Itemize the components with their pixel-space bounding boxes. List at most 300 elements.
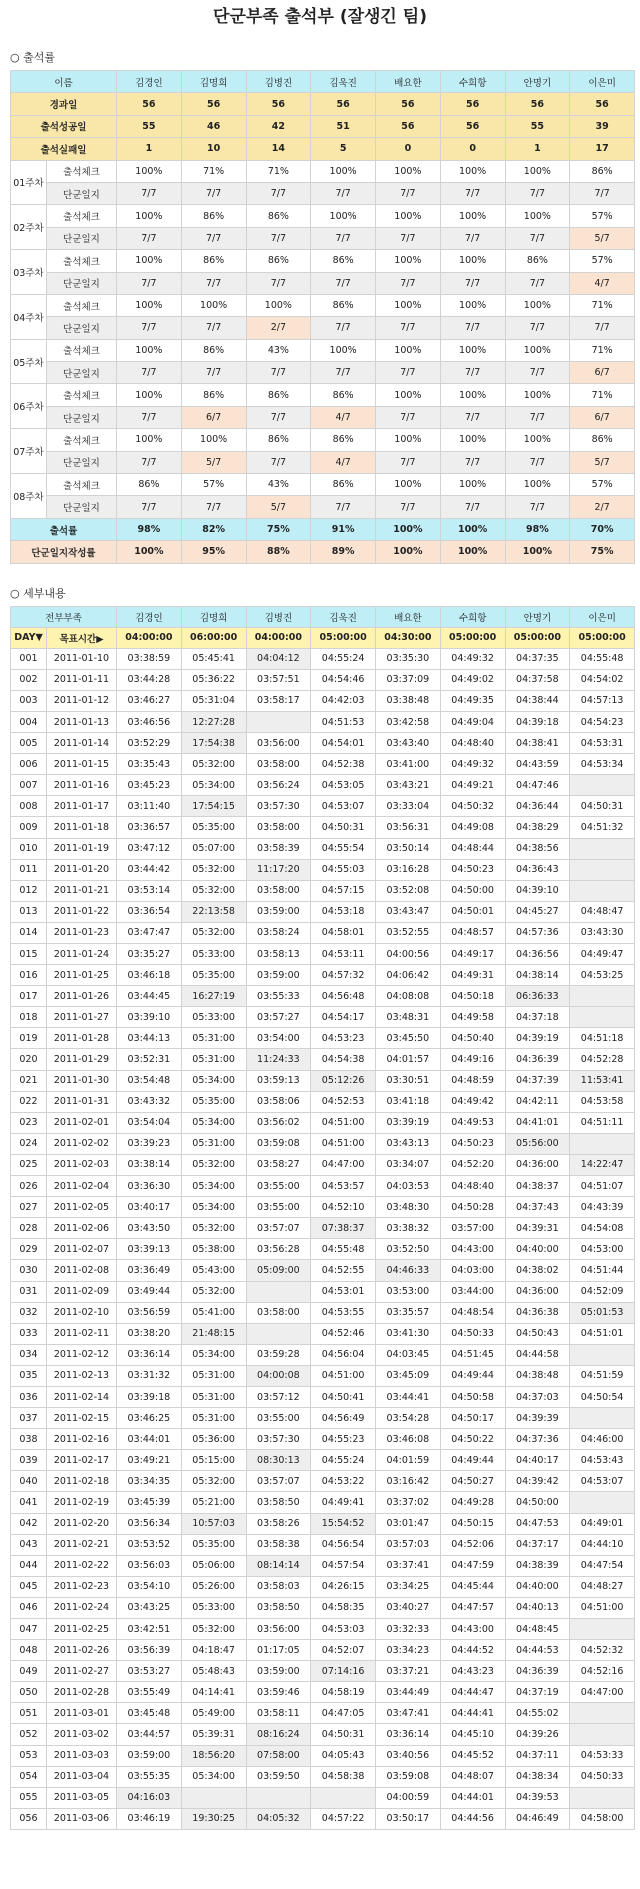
wake-time: 05:31:00 — [181, 1133, 246, 1154]
diary-value: 4/7 — [570, 272, 635, 294]
wake-time — [570, 1408, 635, 1429]
summary-row — [11, 93, 635, 115]
table-row — [11, 1239, 635, 1260]
wake-time: 04:49:04 — [440, 711, 505, 732]
wake-time: 05:39:31 — [181, 1724, 246, 1745]
wake-time: 03:59:46 — [246, 1682, 311, 1703]
week-diary-row — [11, 227, 635, 249]
week-check-row — [11, 205, 635, 227]
check-value: 100% — [117, 294, 182, 316]
wake-time: 05:12:26 — [311, 1070, 376, 1091]
table-row — [11, 1070, 635, 1091]
wake-time: 04:48:27 — [570, 1576, 635, 1597]
wake-time: 03:59:28 — [246, 1344, 311, 1365]
wake-time: 03:59:00 — [246, 1661, 311, 1682]
member-name-header: 배요한 — [376, 606, 441, 627]
wake-time: 04:05:32 — [246, 1808, 311, 1829]
wake-time: 05:43:00 — [181, 1260, 246, 1281]
check-value: 100% — [311, 160, 376, 182]
check-value: 100% — [440, 429, 505, 451]
wake-time: 03:58:00 — [246, 880, 311, 901]
day-number: 055 — [11, 1787, 47, 1808]
wake-time: 05:26:00 — [181, 1576, 246, 1597]
wake-time: 04:45:44 — [440, 1576, 505, 1597]
wake-time: 03:37:41 — [376, 1555, 441, 1576]
date: 2011-01-22 — [47, 901, 117, 922]
check-value: 86% — [246, 250, 311, 272]
wake-time: 03:59:00 — [117, 1745, 182, 1766]
wake-time: 04:52:10 — [311, 1197, 376, 1218]
diary-value: 7/7 — [440, 406, 505, 428]
wake-time: 03:42:58 — [376, 711, 441, 732]
date: 2011-01-28 — [47, 1028, 117, 1049]
wake-time: 03:41:00 — [376, 754, 441, 775]
wake-time: 03:32:33 — [376, 1619, 441, 1640]
attendance-rate-label: 출석률 — [11, 518, 117, 540]
wake-time: 04:54:02 — [570, 669, 635, 690]
attendance-header-row — [11, 71, 635, 93]
summary-value: 0 — [440, 138, 505, 160]
diary-value: 7/7 — [246, 362, 311, 384]
member-name-header: 안명기 — [505, 71, 570, 93]
wake-time: 04:39:42 — [505, 1471, 570, 1492]
wake-time: 03:56:34 — [117, 1513, 182, 1534]
summary-value: 10 — [181, 138, 246, 160]
date: 2011-01-12 — [47, 690, 117, 711]
wake-time — [570, 1703, 635, 1724]
date: 2011-02-25 — [47, 1619, 117, 1640]
diary-value: 7/7 — [246, 272, 311, 294]
table-row — [11, 1429, 635, 1450]
wake-time: 05:32:00 — [181, 1154, 246, 1175]
wake-time: 05:56:00 — [505, 1133, 570, 1154]
wake-time: 03:55:35 — [117, 1766, 182, 1787]
wake-time — [570, 986, 635, 1007]
table-row — [11, 1091, 635, 1112]
wake-time: 04:47:57 — [440, 1597, 505, 1618]
wake-time: 04:44:41 — [440, 1703, 505, 1724]
check-value: 86% — [246, 205, 311, 227]
day-number: 028 — [11, 1218, 47, 1239]
wake-time: 03:56:24 — [246, 775, 311, 796]
wake-time: 04:55:54 — [311, 838, 376, 859]
check-value: 57% — [181, 474, 246, 496]
wake-time: 04:16:03 — [117, 1787, 182, 1808]
wake-time: 04:50:40 — [440, 1028, 505, 1049]
table-row — [11, 690, 635, 711]
wake-time: 03:36:30 — [117, 1176, 182, 1197]
wake-time: 05:33:00 — [181, 944, 246, 965]
wake-time: 03:56:59 — [117, 1302, 182, 1323]
wake-time: 06:36:33 — [505, 986, 570, 1007]
wake-time: 03:35:57 — [376, 1302, 441, 1323]
check-value: 86% — [505, 250, 570, 272]
wake-time: 03:48:30 — [376, 1197, 441, 1218]
wake-time: 03:58:00 — [246, 817, 311, 838]
check-value: 100% — [246, 294, 311, 316]
wake-time — [181, 1787, 246, 1808]
date: 2011-01-26 — [47, 986, 117, 1007]
check-value: 86% — [570, 160, 635, 182]
wake-time: 04:38:14 — [505, 965, 570, 986]
wake-time: 04:38:56 — [505, 838, 570, 859]
wake-time: 03:46:18 — [117, 965, 182, 986]
day-number: 052 — [11, 1724, 47, 1745]
wake-time: 04:43:00 — [440, 1239, 505, 1260]
wake-time: 03:43:30 — [570, 922, 635, 943]
check-label: 출석체크 — [47, 384, 117, 406]
check-value: 100% — [505, 384, 570, 406]
day-number: 037 — [11, 1408, 47, 1429]
wake-time: 05:41:00 — [181, 1302, 246, 1323]
table-row — [11, 1703, 635, 1724]
wake-time: 03:38:20 — [117, 1323, 182, 1344]
wake-time: 03:41:30 — [376, 1323, 441, 1344]
wake-time: 04:54:08 — [570, 1218, 635, 1239]
date: 2011-01-14 — [47, 733, 117, 754]
date: 2011-01-24 — [47, 944, 117, 965]
day-number: 047 — [11, 1619, 47, 1640]
diary-value: 7/7 — [440, 451, 505, 473]
wake-time: 04:37:11 — [505, 1745, 570, 1766]
wake-time — [246, 1323, 311, 1344]
wake-time: 04:14:41 — [181, 1682, 246, 1703]
wake-time: 03:58:00 — [246, 1302, 311, 1323]
wake-time: 04:37:03 — [505, 1386, 570, 1407]
diary-value: 7/7 — [311, 272, 376, 294]
day-number: 032 — [11, 1302, 47, 1323]
wake-time: 03:58:17 — [246, 690, 311, 711]
wake-time — [246, 1281, 311, 1302]
day-number: 034 — [11, 1344, 47, 1365]
date: 2011-01-15 — [47, 754, 117, 775]
diary-value: 6/7 — [570, 406, 635, 428]
week-check-row — [11, 250, 635, 272]
attendance-rate-value: 98% — [117, 518, 182, 540]
wake-time: 04:45:10 — [440, 1724, 505, 1745]
day-number: 018 — [11, 1007, 47, 1028]
diary-label: 단군일지 — [47, 317, 117, 339]
wake-time: 03:44:28 — [117, 669, 182, 690]
wake-time: 04:57:13 — [570, 690, 635, 711]
wake-time: 04:04:12 — [246, 648, 311, 669]
wake-time: 04:39:26 — [505, 1724, 570, 1745]
week-label: 08주차 — [11, 474, 47, 519]
wake-time: 03:55:00 — [246, 1197, 311, 1218]
check-value: 86% — [181, 384, 246, 406]
diary-value: 7/7 — [246, 227, 311, 249]
date: 2011-02-04 — [47, 1176, 117, 1197]
date: 2011-02-22 — [47, 1555, 117, 1576]
table-row — [11, 922, 635, 943]
wake-time: 04:49:02 — [440, 669, 505, 690]
wake-time: 04:51:32 — [570, 817, 635, 838]
wake-time: 16:27:19 — [181, 986, 246, 1007]
table-row — [11, 1787, 635, 1808]
wake-time: 04:36:00 — [505, 1154, 570, 1175]
wake-time: 04:03:45 — [376, 1344, 441, 1365]
wake-time: 03:45:23 — [117, 775, 182, 796]
summary-value: 56 — [246, 93, 311, 115]
wake-time: 03:46:27 — [117, 690, 182, 711]
table-row — [11, 1154, 635, 1175]
table-row — [11, 1492, 635, 1513]
date: 2011-02-08 — [47, 1260, 117, 1281]
wake-time: 04:42:03 — [311, 690, 376, 711]
wake-time: 05:31:00 — [181, 1408, 246, 1429]
wake-time: 03:59:13 — [246, 1070, 311, 1091]
diary-value: 7/7 — [376, 227, 441, 249]
summary-value: 1 — [117, 138, 182, 160]
diary-rate-value: 89% — [311, 541, 376, 563]
wake-time: 03:58:50 — [246, 1492, 311, 1513]
diary-value: 7/7 — [505, 362, 570, 384]
wake-time: 03:55:00 — [246, 1176, 311, 1197]
week-diary-row — [11, 496, 635, 518]
check-value: 100% — [505, 474, 570, 496]
diary-value: 7/7 — [376, 272, 441, 294]
week-label: 01주차 — [11, 160, 47, 205]
wake-time: 03:45:09 — [376, 1365, 441, 1386]
day-number: 056 — [11, 1808, 47, 1829]
wake-time: 04:54:46 — [311, 669, 376, 690]
wake-time: 12:27:28 — [181, 711, 246, 732]
wake-time: 03:43:50 — [117, 1218, 182, 1239]
wake-time: 03:34:25 — [376, 1576, 441, 1597]
week-label: 07주차 — [11, 429, 47, 474]
wake-time: 04:36:56 — [505, 944, 570, 965]
day-number: 002 — [11, 669, 47, 690]
wake-time: 04:03:53 — [376, 1176, 441, 1197]
wake-time: 04:51:00 — [311, 1133, 376, 1154]
wake-time: 04:52:16 — [570, 1661, 635, 1682]
check-value: 100% — [505, 205, 570, 227]
wake-time: 03:37:09 — [376, 669, 441, 690]
table-row — [11, 986, 635, 1007]
wake-time: 17:54:15 — [181, 796, 246, 817]
wake-time: 03:42:51 — [117, 1619, 182, 1640]
member-name-header: 배요한 — [376, 71, 441, 93]
week-check-row — [11, 384, 635, 406]
wake-time: 03:59:50 — [246, 1766, 311, 1787]
wake-time: 04:48:54 — [440, 1302, 505, 1323]
check-value: 86% — [246, 429, 311, 451]
wake-time: 05:32:00 — [181, 1281, 246, 1302]
day-number: 029 — [11, 1239, 47, 1260]
date: 2011-01-31 — [47, 1091, 117, 1112]
check-value: 100% — [440, 294, 505, 316]
wake-time: 03:40:56 — [376, 1745, 441, 1766]
wake-time: 05:34:00 — [181, 775, 246, 796]
wake-time: 04:45:52 — [440, 1745, 505, 1766]
week-check-row — [11, 474, 635, 496]
date: 2011-02-12 — [47, 1344, 117, 1365]
day-number: 009 — [11, 817, 47, 838]
wake-time: 03:41:18 — [376, 1091, 441, 1112]
diary-value: 7/7 — [117, 317, 182, 339]
check-value: 86% — [311, 384, 376, 406]
diary-value: 7/7 — [376, 182, 441, 204]
wake-time: 04:40:00 — [505, 1239, 570, 1260]
check-value: 71% — [570, 339, 635, 361]
wake-time: 03:44:45 — [117, 986, 182, 1007]
wake-time: 04:38:48 — [505, 1365, 570, 1386]
wake-time: 04:53:05 — [311, 775, 376, 796]
detail-header-row — [11, 606, 635, 627]
wake-time: 04:51:45 — [440, 1344, 505, 1365]
wake-time: 03:44:57 — [117, 1724, 182, 1745]
summary-value: 17 — [570, 138, 635, 160]
wake-time: 04:54:17 — [311, 1007, 376, 1028]
wake-time: 04:50:22 — [440, 1429, 505, 1450]
check-value: 100% — [440, 474, 505, 496]
wake-time — [570, 880, 635, 901]
check-value: 43% — [246, 339, 311, 361]
wake-time: 03:52:31 — [117, 1049, 182, 1070]
wake-time: 04:48:40 — [440, 733, 505, 754]
table-row — [11, 775, 635, 796]
wake-time: 05:35:00 — [181, 1091, 246, 1112]
wake-time: 04:40:00 — [505, 1576, 570, 1597]
wake-time: 04:40:17 — [505, 1450, 570, 1471]
target-time-row — [11, 627, 635, 648]
check-value: 100% — [311, 339, 376, 361]
date: 2011-01-16 — [47, 775, 117, 796]
check-value: 100% — [440, 160, 505, 182]
table-row — [11, 1576, 635, 1597]
week-label: 02주차 — [11, 205, 47, 250]
wake-time: 04:44:56 — [440, 1808, 505, 1829]
diary-value: 7/7 — [505, 272, 570, 294]
wake-time: 04:00:56 — [376, 944, 441, 965]
wake-time: 04:53:57 — [311, 1176, 376, 1197]
week-diary-row — [11, 317, 635, 339]
table-row — [11, 1450, 635, 1471]
wake-time: 04:37:58 — [505, 669, 570, 690]
member-name-header: 김경인 — [117, 71, 182, 93]
check-label: 출석체크 — [47, 205, 117, 227]
wake-time: 04:52:53 — [311, 1091, 376, 1112]
summary-value: 14 — [246, 138, 311, 160]
wake-time: 03:53:52 — [117, 1534, 182, 1555]
wake-time: 04:51:07 — [570, 1176, 635, 1197]
summary-row — [11, 138, 635, 160]
summary-label: 경과일 — [11, 93, 117, 115]
wake-time: 05:34:00 — [181, 1197, 246, 1218]
date: 2011-02-03 — [47, 1154, 117, 1175]
wake-time: 03:40:17 — [117, 1197, 182, 1218]
wake-time: 03:49:44 — [117, 1281, 182, 1302]
wake-time: 04:39:31 — [505, 1218, 570, 1239]
wake-time: 04:50:28 — [440, 1197, 505, 1218]
check-value: 43% — [246, 474, 311, 496]
wake-time: 03:38:32 — [376, 1218, 441, 1239]
day-number: 014 — [11, 922, 47, 943]
wake-time: 04:48:45 — [505, 1619, 570, 1640]
attendance-rate-value: 91% — [311, 518, 376, 540]
diary-value: 7/7 — [440, 272, 505, 294]
wake-time: 05:31:00 — [181, 1049, 246, 1070]
date: 2011-03-03 — [47, 1745, 117, 1766]
table-row — [11, 944, 635, 965]
diary-value: 7/7 — [440, 496, 505, 518]
wake-time: 04:39:19 — [505, 1028, 570, 1049]
diary-value: 7/7 — [117, 406, 182, 428]
wake-time — [570, 1133, 635, 1154]
day-number: 031 — [11, 1281, 47, 1302]
week-check-row — [11, 429, 635, 451]
wake-time: 05:31:00 — [181, 1365, 246, 1386]
wake-time: 05:34:00 — [181, 1112, 246, 1133]
date: 2011-02-05 — [47, 1197, 117, 1218]
diary-value: 7/7 — [440, 317, 505, 339]
wake-time: 03:39:19 — [376, 1112, 441, 1133]
wake-time: 03:01:47 — [376, 1513, 441, 1534]
wake-time: 05:32:00 — [181, 1218, 246, 1239]
date: 2011-02-26 — [47, 1640, 117, 1661]
wake-time: 05:35:00 — [181, 965, 246, 986]
wake-time: 04:38:37 — [505, 1176, 570, 1197]
diary-label: 단군일지 — [47, 496, 117, 518]
table-row — [11, 965, 635, 986]
day-number: 016 — [11, 965, 47, 986]
check-label: 출석체크 — [47, 474, 117, 496]
wake-time: 03:44:41 — [376, 1386, 441, 1407]
wake-time: 05:34:00 — [181, 1766, 246, 1787]
wake-time: 04:37:17 — [505, 1534, 570, 1555]
diary-value: 7/7 — [440, 227, 505, 249]
week-check-row — [11, 294, 635, 316]
check-value: 100% — [440, 384, 505, 406]
day-number: 026 — [11, 1176, 47, 1197]
wake-time: 04:49:16 — [440, 1049, 505, 1070]
wake-time: 04:54:01 — [311, 733, 376, 754]
wake-time: 04:50:41 — [311, 1386, 376, 1407]
wake-time: 03:43:40 — [376, 733, 441, 754]
name-header: 이름 — [11, 71, 117, 93]
summary-label: 출석실패일 — [11, 138, 117, 160]
check-value: 100% — [117, 384, 182, 406]
date: 2011-03-06 — [47, 1808, 117, 1829]
check-value: 100% — [376, 474, 441, 496]
date: 2011-02-06 — [47, 1218, 117, 1239]
wake-time: 04:51:00 — [311, 1112, 376, 1133]
table-row — [11, 1260, 635, 1281]
day-number: 039 — [11, 1450, 47, 1471]
wake-time: 03:45:39 — [117, 1492, 182, 1513]
wake-time: 03:37:02 — [376, 1492, 441, 1513]
wake-time: 04:51:00 — [570, 1597, 635, 1618]
wake-time: 03:56:03 — [117, 1555, 182, 1576]
summary-value: 56 — [570, 93, 635, 115]
diary-value: 7/7 — [181, 496, 246, 518]
wake-time: 04:39:18 — [505, 711, 570, 732]
wake-time: 04:53:03 — [311, 1619, 376, 1640]
day-number: 027 — [11, 1197, 47, 1218]
wake-time: 04:48:07 — [440, 1766, 505, 1787]
date: 2011-01-11 — [47, 669, 117, 690]
wake-time: 07:38:37 — [311, 1218, 376, 1239]
wake-time: 05:31:00 — [181, 1386, 246, 1407]
day-number: 049 — [11, 1661, 47, 1682]
wake-time: 04:46:00 — [570, 1429, 635, 1450]
wake-time: 04:50:33 — [570, 1766, 635, 1787]
diary-value: 2/7 — [570, 496, 635, 518]
wake-time: 04:49:32 — [440, 754, 505, 775]
summary-value: 1 — [505, 138, 570, 160]
wake-time: 04:50:23 — [440, 859, 505, 880]
check-label: 출석체크 — [47, 250, 117, 272]
